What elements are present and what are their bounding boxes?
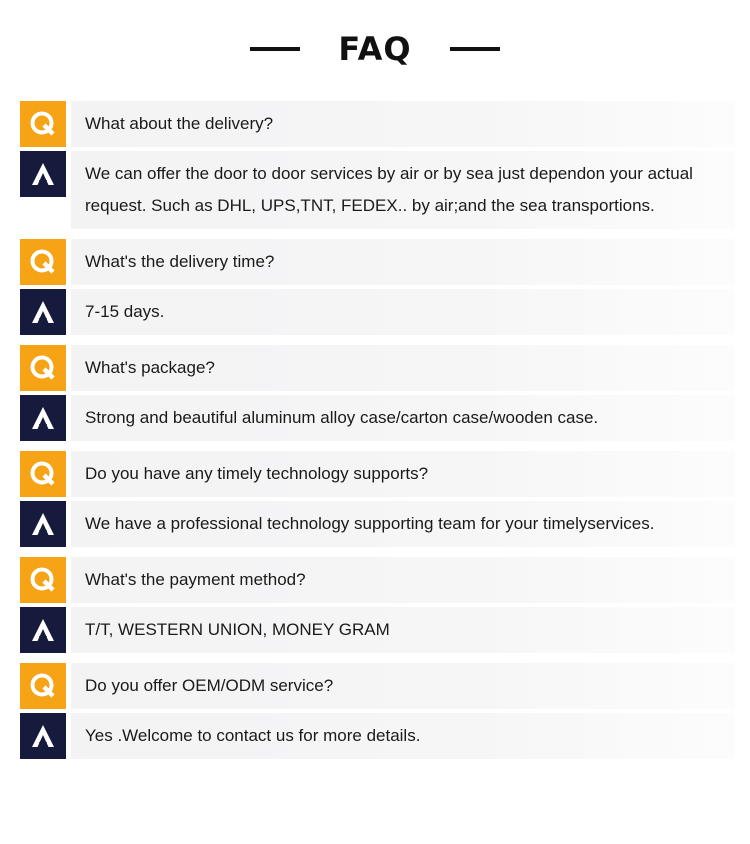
answer-text: We have a professional technology supporting team for your timelyservices. (71, 501, 735, 547)
question-icon (20, 663, 66, 709)
answer-icon (20, 607, 66, 653)
faq-item (20, 101, 735, 229)
answer-row (20, 501, 735, 547)
answer-text: T/T, WESTERN UNION, MONEY GRAM (71, 607, 735, 653)
question-row (20, 557, 735, 603)
faq-item (20, 345, 735, 441)
answer-icon (20, 395, 66, 441)
question-text: What's the payment method? (71, 557, 735, 603)
question-text: Do you offer OEM/ODM service? (71, 663, 735, 709)
question-row (20, 451, 735, 497)
faq-item (20, 557, 735, 653)
answer-row (20, 151, 735, 229)
answer-text: Yes .Welcome to contact us for more details. (71, 713, 735, 759)
question-text: Do you have any timely technology supports? (71, 451, 735, 497)
answer-row (20, 607, 735, 653)
question-icon (20, 345, 66, 391)
answer-icon (20, 289, 66, 335)
answer-icon (20, 151, 66, 197)
question-text: What's the delivery time? (71, 239, 735, 285)
answer-icon (20, 501, 66, 547)
answer-text: 7-15 days. (71, 289, 735, 335)
question-row (20, 663, 735, 709)
question-icon (20, 101, 66, 147)
left-divider (250, 47, 300, 51)
question-row (20, 345, 735, 391)
answer-text: We can offer the door to door services by air or by sea just dependon your actual request. Such as DHL, UPS,TNT, FEDEX.. by air;and the sea transportions. (71, 151, 735, 229)
answer-row (20, 289, 735, 335)
question-text: What about the delivery? (71, 101, 735, 147)
answer-row (20, 395, 735, 441)
faq-header (0, 22, 750, 76)
question-icon (20, 239, 66, 285)
faq-item (20, 451, 735, 547)
question-icon (20, 557, 66, 603)
question-icon (20, 451, 66, 497)
question-row (20, 239, 735, 285)
question-text: What's package? (71, 345, 735, 391)
question-row (20, 101, 735, 147)
page-title: FAQ (338, 30, 412, 68)
faq-list (20, 101, 735, 769)
answer-text: Strong and beautiful aluminum alloy case/carton case/wooden case. (71, 395, 735, 441)
faq-item (20, 663, 735, 759)
answer-row (20, 713, 735, 759)
right-divider (450, 47, 500, 51)
answer-icon (20, 713, 66, 759)
faq-item (20, 239, 735, 335)
